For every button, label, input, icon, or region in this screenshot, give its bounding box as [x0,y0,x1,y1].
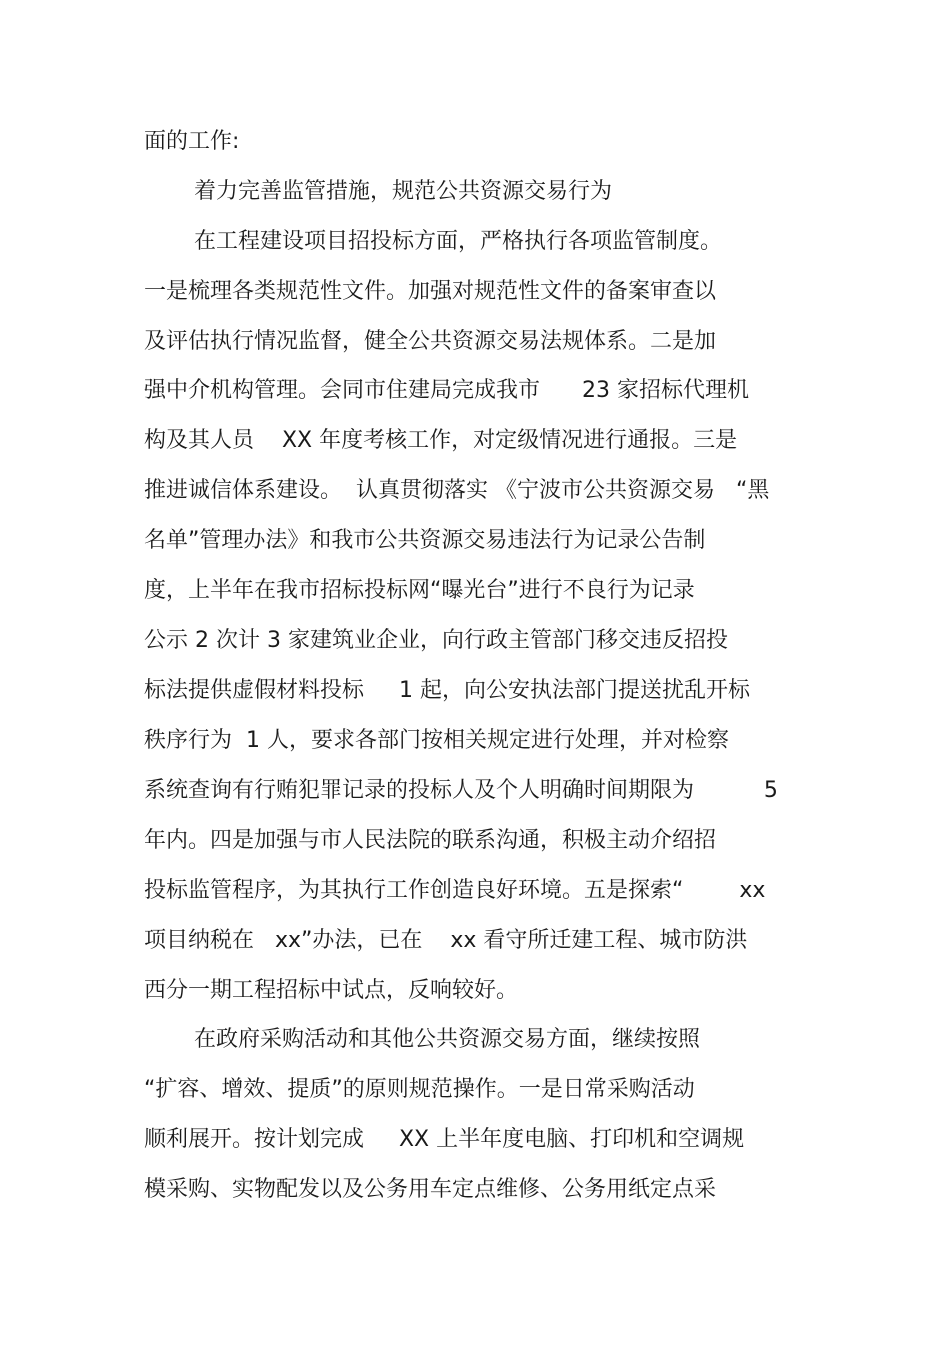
text-line: 西分一期工程招标中试点，反响较好。 [144,978,519,1003]
text-line: 一是梳理各类规范性文件。加强对规范性文件的备案审查以 [144,279,717,304]
text-line: 年内。四是加强与市人民法院的联系沟通，积极主动介绍招 [144,828,717,853]
text-line: 推进诚信体系建设。 认真贯彻落实 《宁波市公共资源交易 “黑 [144,478,770,503]
text-line: 面的工作: [144,129,240,154]
text-line: 顺利展开。按计划完成 XX 上半年度电脑、打印机和空调规 [144,1127,745,1152]
text-line: 项目纳税在 xx”办法，已在 xx 看守所迁建工程、城市防洪 [144,928,748,953]
text-line: 秩序行为 1 人，要求各部门按相关规定进行处理，并对检察 [144,728,729,753]
paragraph-start: 在政府采购活动和其他公共资源交易方面，继续按照 [194,1027,701,1052]
text-line: 名单”管理办法》和我市公共资源交易违法行为记录公告制 [144,528,706,553]
text-line: 模采购、实物配发以及公务用车定点维修、公务用纸定点采 [144,1177,717,1202]
text-line: 强中介机构管理。会同市住建局完成我市 23 家招标代理机 [144,378,749,403]
text-line: 及评估执行情况监督，健全公共资源交易法规体系。二是加 [144,329,717,354]
section-heading: 着力完善监管措施，规范公共资源交易行为 [194,179,613,204]
text-line: “扩容、增效、提质”的原则规范操作。一是日常采购活动 [144,1077,695,1102]
text-line: 系统查询有行贿犯罪记录的投标人及个人明确时间期限为 5 [144,778,778,803]
text-line: 投标监管程序，为其执行工作创造良好环境。五是探索“ xx [144,878,766,903]
text-line: 标法提供虚假材料投标 1 起，向公安执法部门提送扰乱开标 [144,678,750,703]
text-line: 公示 2 次计 3 家建筑业企业，向行政主管部门移交违反招投 [144,628,728,653]
text-line: 度，上半年在我市招标投标网“曝光台”进行不良行为记录 [144,578,695,603]
text-line: 构及其人员 XX 年度考核工作，对定级情况进行通报。三是 [144,428,738,453]
paragraph-start: 在工程建设项目招投标方面，严格执行各项监管制度。 [194,229,723,254]
